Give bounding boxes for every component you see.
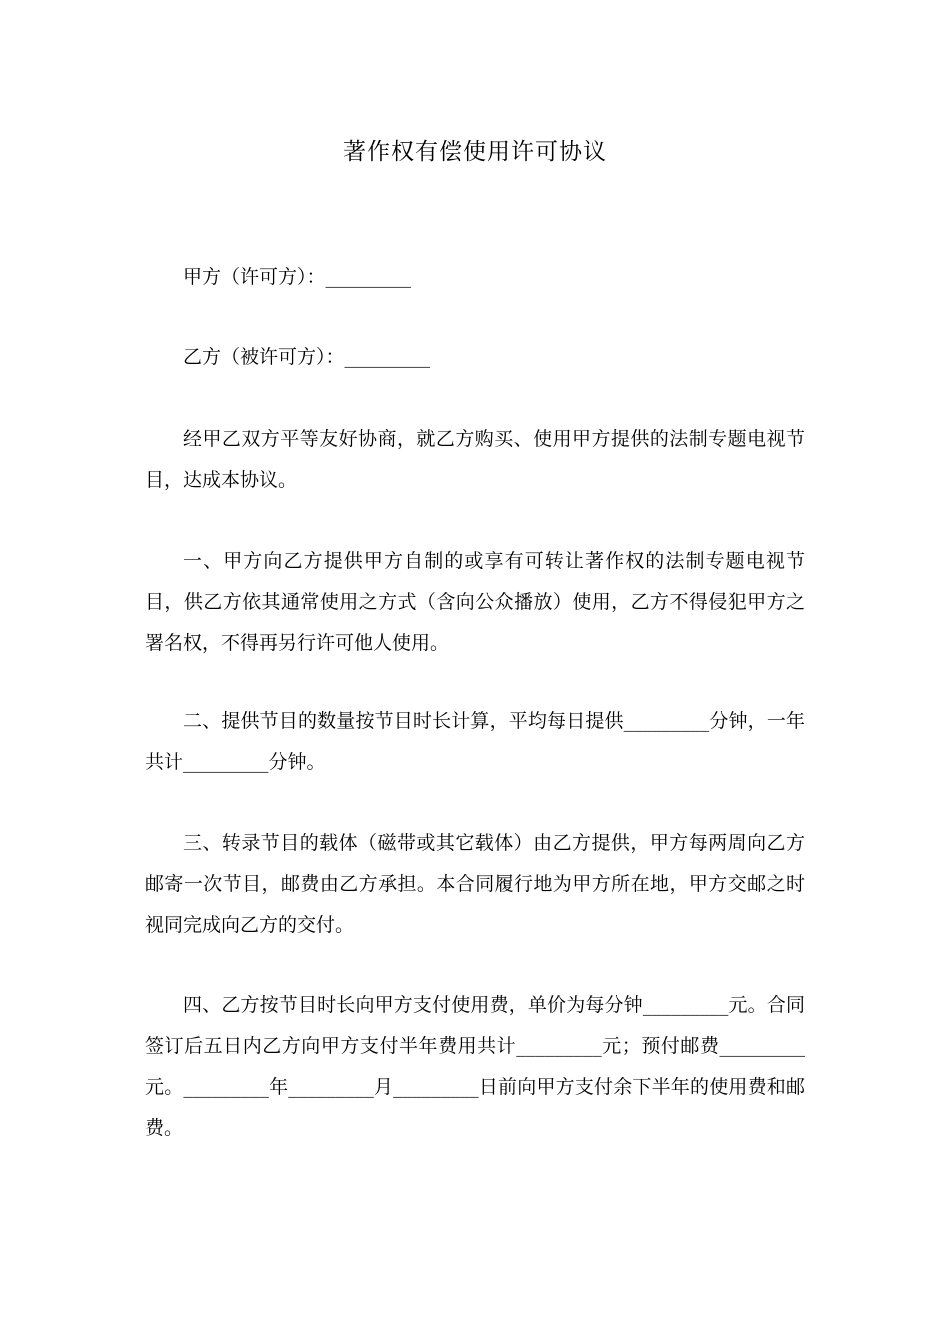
intro-paragraph: 经甲乙双方平等友好协商，就乙方购买、使用甲方提供的法制专题电视节目，达成本协议。 [145, 428, 805, 491]
party-a-line: 甲方（许可方）：_________ [183, 266, 412, 288]
clause-2-paragraph: 二、提供节目的数量按节目时长计算，平均每日提供_________分钟，一年共计_________分钟。 [145, 710, 805, 773]
clause-4-paragraph: 四、乙方按节目时长向甲方支付使用费，单价为每分钟_________元。合同签订后五日内乙方向甲方支付半年费用共计_________元；预付邮费_________元。_________年_________月_________日前向甲方支付余下半年的使用费和邮费。 [145, 994, 805, 1139]
clause-3-paragraph: 三、转录节目的载体（磁带或其它载体）由乙方提供，甲方每两周向乙方邮寄一次节目，邮费由乙方承担。本合同履行地为甲方所在地，甲方交邮之时视同完成向乙方的交付。 [145, 832, 805, 936]
document-title: 著作权有偿使用许可协议 [343, 139, 607, 165]
party-b-line: 乙方（被许可方）：_________ [183, 346, 431, 368]
clause-1-paragraph: 一、甲方向乙方提供甲方自制的或享有可转让著作权的法制专题电视节目，供乙方依其通常使用之方式（含向公众播放）使用，乙方不得侵犯甲方之署名权，不得再另行许可他人使用。 [145, 550, 805, 654]
